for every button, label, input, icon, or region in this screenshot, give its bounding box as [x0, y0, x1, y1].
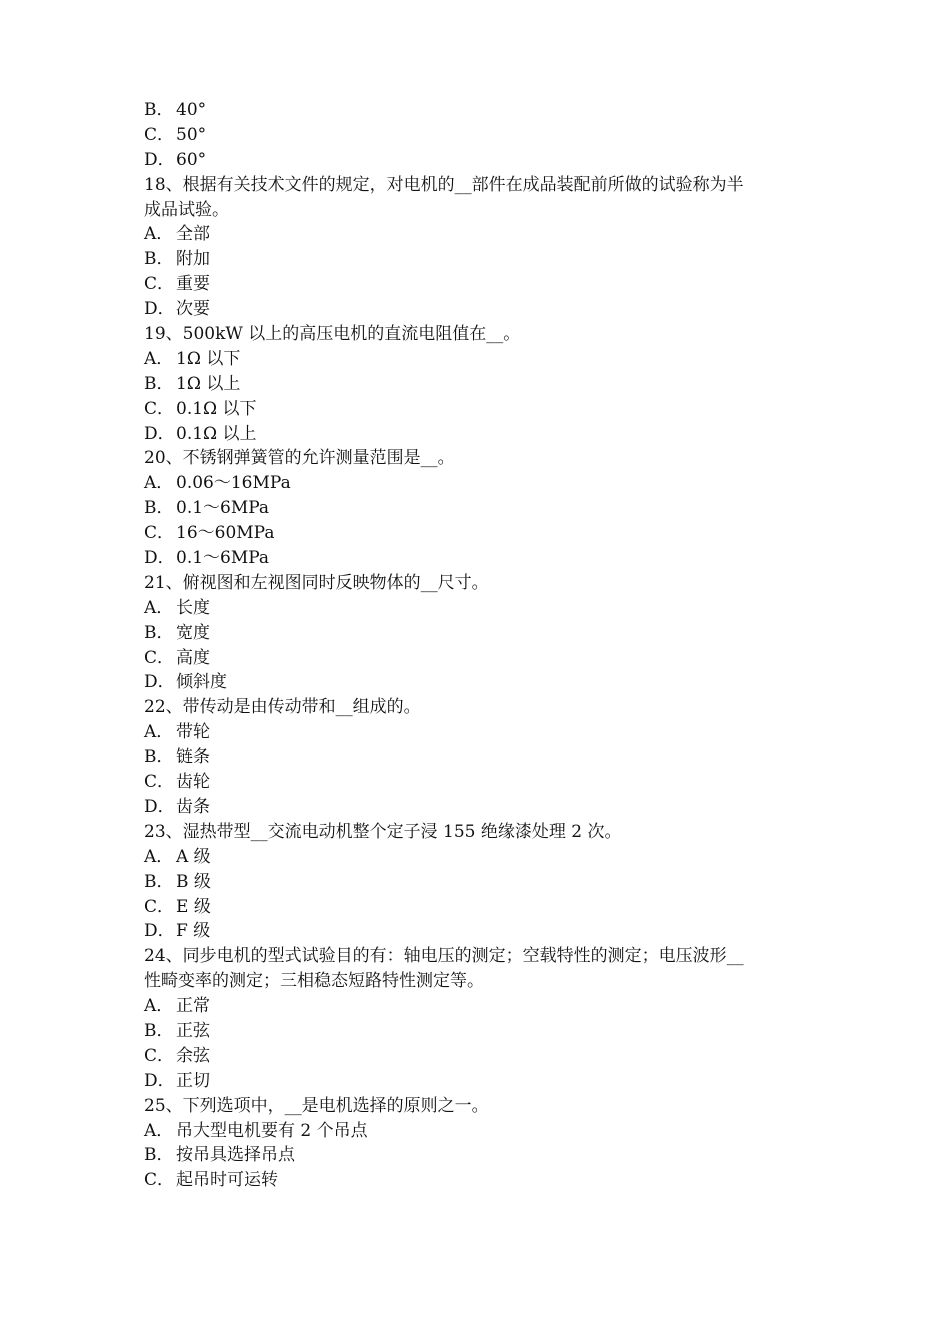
- option-text: 0.06～16MPa: [176, 473, 291, 494]
- option-letter: C．: [144, 124, 175, 145]
- option-letter: D．: [144, 299, 175, 320]
- answer-option: [144, 919, 814, 944]
- answer-option: [144, 646, 814, 671]
- option-text: F 级: [176, 921, 211, 942]
- option-letter: B．: [144, 871, 174, 892]
- answer-option: [144, 1019, 814, 1044]
- option-letter: C．: [144, 398, 175, 419]
- option-text: 重要: [176, 274, 210, 295]
- answer-option: [144, 1044, 814, 1069]
- option-letter: B．: [144, 747, 174, 768]
- option-text: 起吊时可运转: [176, 1170, 278, 1191]
- option-letter: B．: [144, 249, 174, 270]
- option-text: 0.1Ω 以上: [176, 423, 257, 444]
- answer-option: [144, 870, 814, 895]
- option-letter: B．: [144, 1145, 174, 1166]
- question-stem: 性畸变率的测定；三相稳态短路特性测定等。: [144, 971, 484, 992]
- option-text: 次要: [176, 299, 210, 320]
- question-stem: 24、同步电机的型式试验目的有：轴电压的测定；空载特性的测定；电压波形__: [144, 946, 744, 967]
- option-text: 齿轮: [176, 772, 210, 793]
- question-stem: 21、俯视图和左视图同时反映物体的__尺寸。: [144, 572, 489, 593]
- question-stem: 20、不锈钢弹簧管的允许测量范围是__。: [144, 448, 455, 469]
- option-letter: C．: [144, 647, 175, 668]
- option-letter: B．: [144, 622, 174, 643]
- option-text: 16～60MPa: [176, 523, 275, 544]
- option-text: 附加: [176, 249, 210, 270]
- option-letter: C．: [144, 772, 175, 793]
- answer-option: [144, 247, 814, 272]
- question-block: [144, 944, 814, 1093]
- option-text: 1Ω 以上: [176, 373, 241, 394]
- answer-option: [144, 745, 814, 770]
- answer-option: [144, 422, 814, 447]
- question-stem: 25、下列选项中，__是电机选择的原则之一。: [144, 1095, 489, 1116]
- answer-option: [144, 546, 814, 571]
- option-text: 正弦: [176, 1020, 210, 1041]
- option-text: 高度: [176, 647, 210, 668]
- answer-option: [144, 272, 814, 297]
- question-block: [144, 173, 814, 322]
- answer-option: [144, 372, 814, 397]
- option-letter: A．: [144, 597, 174, 618]
- option-text: 正常: [176, 996, 210, 1017]
- question-block: [144, 446, 814, 570]
- question-block: [144, 820, 814, 944]
- answer-option: [144, 670, 814, 695]
- option-letter: C．: [144, 896, 175, 917]
- option-text: 吊大型电机要有 2 个吊点: [176, 1120, 368, 1141]
- option-letter: A．: [144, 846, 174, 867]
- answer-option: [144, 123, 814, 148]
- option-text: 0.1Ω 以下: [176, 398, 257, 419]
- question-stem: 23、湿热带型__交流电动机整个定子浸 155 绝缘漆处理 2 次。: [144, 821, 622, 842]
- answer-option: [144, 397, 814, 422]
- option-letter: A．: [144, 996, 174, 1017]
- answer-option: [144, 770, 814, 795]
- answer-option: [144, 720, 814, 745]
- option-letter: C．: [144, 523, 175, 544]
- option-letter: D．: [144, 1070, 175, 1091]
- answer-option: [144, 795, 814, 820]
- option-letter: D．: [144, 548, 175, 569]
- question-stem: 22、带传动是由传动带和__组成的。: [144, 697, 421, 718]
- option-text: 60°: [176, 149, 207, 170]
- answer-option: [144, 148, 814, 173]
- option-letter: B．: [144, 1020, 174, 1041]
- option-letter: D．: [144, 921, 175, 942]
- answer-option: [144, 621, 814, 646]
- question-block: [144, 1094, 814, 1194]
- answer-option: [144, 471, 814, 496]
- option-letter: B．: [144, 100, 174, 120]
- option-letter: D．: [144, 672, 175, 693]
- answer-option: [144, 347, 814, 372]
- option-text: E 级: [176, 896, 211, 917]
- answer-option: [144, 521, 814, 546]
- answer-option: [144, 1119, 814, 1144]
- answer-option: [144, 1069, 814, 1094]
- answer-option: [144, 596, 814, 621]
- exam-page: [144, 98, 814, 1193]
- option-letter: A．: [144, 224, 174, 245]
- answer-option: [144, 496, 814, 521]
- answer-option: [144, 98, 814, 123]
- option-text: 40°: [176, 100, 207, 120]
- answer-option: [144, 895, 814, 920]
- question-block: [144, 571, 814, 695]
- question-stem: 成品试验。: [144, 199, 229, 220]
- option-text: A 级: [176, 846, 211, 867]
- question-block: [144, 695, 814, 819]
- option-letter: D．: [144, 149, 175, 170]
- option-letter: C．: [144, 1170, 175, 1191]
- option-text: 齿条: [176, 796, 210, 817]
- answer-option: [144, 297, 814, 322]
- option-text: 宽度: [176, 622, 210, 643]
- option-letter: B．: [144, 498, 174, 519]
- option-text: 全部: [176, 224, 210, 245]
- answer-option: [144, 1143, 814, 1168]
- option-letter: C．: [144, 1045, 175, 1066]
- option-text: 正切: [176, 1070, 210, 1091]
- option-text: 1Ω 以下: [176, 348, 241, 369]
- option-text: 0.1～6MPa: [176, 548, 270, 569]
- option-text: 长度: [176, 597, 210, 618]
- question-stem: 18、根据有关技术文件的规定，对电机的__部件在成品装配前所做的试验称为半: [144, 174, 744, 195]
- option-text: 按吊具选择吊点: [176, 1145, 295, 1166]
- option-text: 倾斜度: [176, 672, 227, 693]
- carry-over-options: [144, 98, 814, 173]
- option-letter: A．: [144, 348, 174, 369]
- option-text: 带轮: [176, 722, 210, 743]
- option-letter: D．: [144, 796, 175, 817]
- option-text: B 级: [176, 871, 211, 892]
- question-block: [144, 322, 814, 446]
- option-text: 余弦: [176, 1045, 210, 1066]
- option-text: 0.1～6MPa: [176, 498, 270, 519]
- option-letter: D．: [144, 423, 175, 444]
- option-letter: A．: [144, 722, 174, 743]
- option-letter: C．: [144, 274, 175, 295]
- answer-option: [144, 222, 814, 247]
- answer-option: [144, 994, 814, 1019]
- question-stem: 19、500kW 以上的高压电机的直流电阻值在__。: [144, 324, 521, 345]
- option-text: 链条: [176, 747, 210, 768]
- answer-option: [144, 1168, 814, 1193]
- option-letter: A．: [144, 473, 174, 494]
- option-letter: A．: [144, 1120, 174, 1141]
- option-text: 50°: [176, 124, 207, 145]
- answer-option: [144, 845, 814, 870]
- option-letter: B．: [144, 373, 174, 394]
